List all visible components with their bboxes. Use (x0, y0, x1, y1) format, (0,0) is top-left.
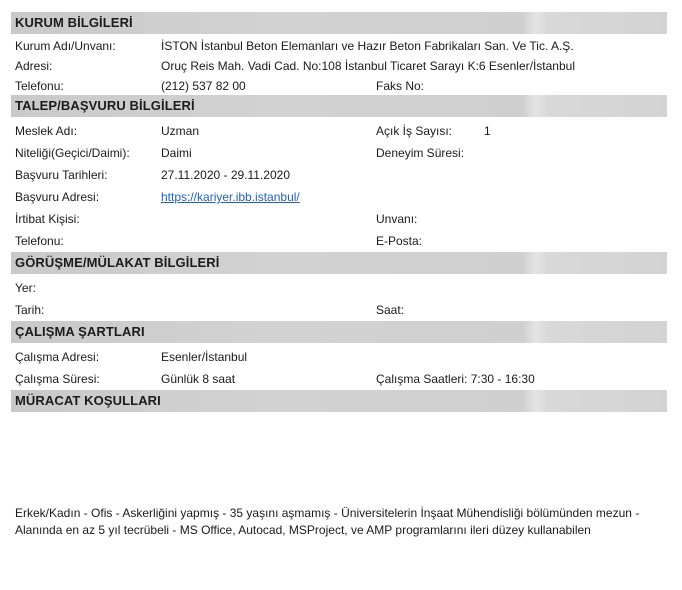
section-header-gorusme: GÖRÜŞME/MÜLAKAT BİLGİLERİ (11, 252, 667, 274)
label-interview-time: Saat: (376, 303, 405, 317)
label-kurum-name: Kurum Adı/Unvanı: (15, 39, 116, 53)
application-conditions-text: Erkek/Kadın - Ofis - Askerliğini yapmış - 35 yaşını aşmamış - Üniversitelerin İnşaat Mühendisliği bölümünden mezun - Alanında en az 5 yıl tecrübeli - MS Office, Autocad, MSProject, ve AMP programlarını ileri düzey kullanabilen (15, 506, 640, 537)
value-kurum-name: İSTON İstanbul Beton Elemanları ve Hazır Beton Fabrikaları San. Ve Tic. A.Ş. (161, 39, 574, 53)
row-calisma-duration (15, 370, 665, 388)
label-interview-place: Yer: (15, 281, 36, 295)
apply-link[interactable]: https://kariyer.ibb.istanbul/ (161, 190, 300, 204)
row-kurum-phone (15, 77, 665, 95)
section-header-muracat: MÜRACAT KOŞULLARI (11, 390, 667, 412)
label-job-type: Niteliği(Geçici/Daimi): (15, 146, 130, 160)
row-gorusme-place (15, 279, 665, 297)
row-talep-type (15, 144, 665, 162)
row-kurum-name (15, 37, 665, 55)
label-work-address: Çalışma Adresi: (15, 350, 100, 364)
section-header-kurum: KURUM BİLGİLERİ (11, 12, 667, 34)
row-talep-job (15, 122, 665, 140)
label-work-duration: Çalışma Süresi: (15, 372, 100, 386)
label-experience: Deneyim Süresi: (376, 146, 465, 160)
value-open-positions: 1 (484, 124, 491, 138)
label-open-positions: Açık İş Sayısı: (376, 124, 453, 138)
label-contact-title: Unvanı: (376, 212, 418, 226)
label-apply-dates: Başvuru Tarihleri: (15, 168, 108, 182)
value-apply-dates: 27.11.2020 - 29.11.2020 (161, 168, 290, 182)
row-talep-dates (15, 166, 665, 184)
value-kurum-phone: (212) 537 82 00 (161, 79, 246, 93)
section-header-calisma: ÇALIŞMA ŞARTLARI (11, 321, 667, 343)
label-kurum-address: Adresi: (15, 59, 53, 73)
row-calisma-address (15, 348, 665, 366)
value-job: Uzman (161, 124, 200, 138)
label-contact: İrtibat Kişisi: (15, 212, 80, 226)
row-kurum-address (15, 57, 665, 75)
row-talep-apply (15, 188, 665, 206)
value-work-duration: Günlük 8 saat (161, 372, 236, 386)
value-kurum-address: Oruç Reis Mah. Vadi Cad. No:108 İstanbul Ticaret Sarayı K:6 Esenler/İstanbul (161, 59, 575, 73)
label-interview-date: Tarih: (15, 303, 45, 317)
label-apply-address: Başvuru Adresi: (15, 190, 100, 204)
row-talep-phone (15, 232, 665, 250)
label-contact-email: E-Posta: (376, 234, 423, 248)
value-work-address: Esenler/İstanbul (161, 350, 248, 364)
label-work-hours: Çalışma Saatleri: 7:30 - 16:30 (376, 372, 535, 386)
row-gorusme-date (15, 301, 665, 319)
value-job-type: Daimi (161, 146, 192, 160)
label-kurum-phone: Telefonu: (15, 79, 64, 93)
label-kurum-fax: Faks No: (376, 79, 425, 93)
label-contact-phone: Telefonu: (15, 234, 64, 248)
label-job: Meslek Adı: (15, 124, 78, 138)
row-talep-contact (15, 210, 665, 228)
section-header-talep: TALEP/BAŞVURU BİLGİLERİ (11, 95, 667, 117)
